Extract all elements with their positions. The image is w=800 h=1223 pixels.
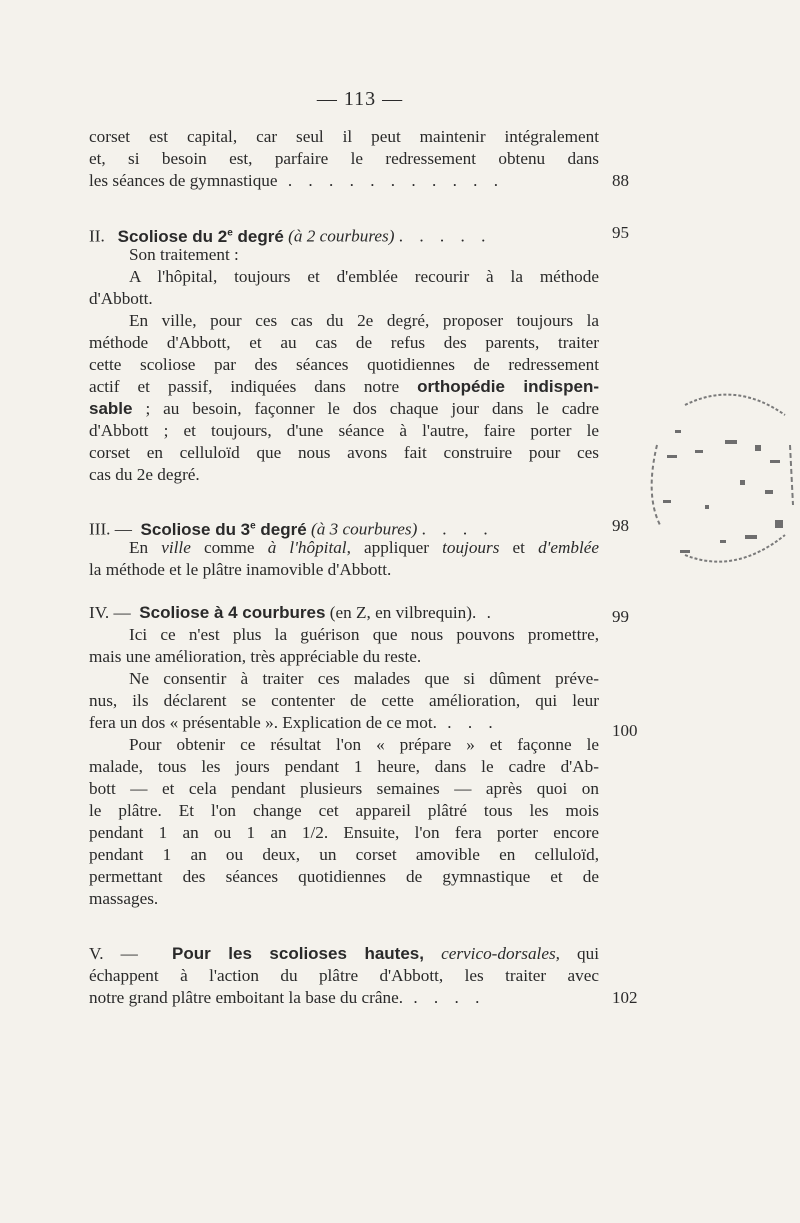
text-line	[89, 537, 599, 559]
text-line-label: les séances de gymnastique	[89, 171, 278, 190]
text-line-part: En	[129, 538, 162, 557]
text-line-part: qui	[559, 944, 600, 963]
section-title-text-b: degré	[255, 519, 307, 539]
page-number: — 113 —	[316, 88, 404, 110]
text-line-inner: Ici ce n'est plus la guérison que nous pouvons promettre,	[129, 625, 599, 644]
text-line	[89, 987, 599, 1009]
section-number: IV. —	[89, 603, 131, 622]
bold-term: orthopédie indispen-	[417, 377, 599, 396]
text-line	[89, 170, 599, 192]
section-2-heading	[89, 222, 599, 244]
paragraph-intro	[89, 126, 599, 192]
text-line: permettant des séances quotidiennes de gymnastique et de	[89, 867, 599, 886]
leader-dots: . . . .	[403, 988, 486, 1007]
section-subtitle: (à 2 courbures)	[288, 226, 395, 246]
section-number: II.	[89, 226, 105, 246]
text-line	[89, 734, 599, 756]
leader-dots: . . . . . . . . . . .	[277, 171, 505, 190]
text-line: malade, tous les jours pendant 1 heure, dans le cadre d'Ab-	[89, 757, 599, 776]
text-line-label: fera un dos « présentable ». Explication de ce mot.	[89, 713, 437, 732]
text-line: d'Abbott ; et toujours, d'une séance à l'autre, faire porter le	[89, 421, 599, 440]
text-line-inner: A l'hôpital, toujours et d'emblée recourir à la méthode	[129, 267, 599, 286]
text-line	[89, 712, 599, 734]
text-line-part: ; au besoin, façonner le dos chaque jour dans le cadre	[132, 399, 599, 418]
page-ref: 99	[612, 607, 629, 626]
italic-term: ville	[161, 538, 191, 557]
italic-term: d'emblée	[538, 538, 600, 557]
text-line-part: comme	[190, 538, 268, 557]
text-line-inner: En ville, pour ces cas du 2e degré, proposer toujours la	[129, 311, 599, 330]
title-superscript: e	[250, 520, 256, 531]
section-title	[141, 520, 307, 539]
text-line: nus, ils déclarent se contenter de cette amélioration, qui leur	[89, 691, 599, 710]
leader-dots: . . . .	[421, 519, 494, 539]
section-5-heading	[89, 943, 599, 965]
text-line-inner: Pour obtenir ce résultat l'on « prépare » et façonne le	[129, 735, 599, 754]
text-line: cas du 2e degré.	[89, 465, 200, 484]
section-2	[89, 222, 599, 486]
text-line: échappent à l'action du plâtre d'Abbott, les traiter avec	[89, 966, 599, 985]
text-line: d'Abbott.	[89, 289, 153, 308]
leader-dots: . . . . .	[398, 226, 492, 246]
text-line: Son traitement :	[129, 245, 239, 264]
text-line: bott — et cela pendant plusieurs semaines — après quoi on	[89, 779, 599, 798]
section-title	[118, 227, 284, 246]
text-line	[89, 266, 599, 288]
text-line	[89, 376, 599, 398]
page-ref: 100	[612, 721, 638, 740]
text-line-part: et	[499, 538, 539, 557]
section-number: III. —	[89, 519, 132, 539]
section-subtitle: (en Z, en vilbrequin).	[325, 603, 477, 622]
italic-term: toujours	[442, 538, 500, 557]
bold-term: sable	[89, 399, 133, 418]
text-line: méthode d'Abbott, et au cas de refus des parents, traiter	[89, 333, 599, 352]
section-4-heading	[89, 602, 599, 624]
text-line: le plâtre. Et l'on change cet appareil plâtré tous les mois	[89, 801, 599, 820]
page-ref: 95	[612, 223, 629, 242]
text-line: corset est capital, car seul il peut maintenir intégralement	[89, 127, 599, 146]
text-line: cette scoliose par des séances quotidiennes de redressement	[89, 355, 599, 374]
leader-dots: . . .	[436, 713, 499, 732]
text-line: massages.	[89, 889, 159, 908]
library-stamp-icon	[645, 385, 795, 575]
text-line: pendant 1 an ou deux, un corset amovible en celluloïd,	[89, 845, 599, 864]
text-line	[89, 310, 599, 332]
text-line: mais une amélioration, très appréciable du reste.	[89, 647, 422, 666]
text-line-inner: Ne consentir à traiter ces malades que si dûment préve-	[129, 669, 599, 688]
section-4	[89, 602, 599, 910]
page-ref: 102	[612, 988, 638, 1007]
text-line: la méthode et le plâtre inamovible d'Abbott.	[89, 560, 392, 579]
section-number: V. —	[89, 944, 138, 963]
section-title: Scoliose à 4 courbures	[139, 603, 326, 622]
section-subtitle: (à 3 courbures)	[311, 519, 418, 539]
text-line: et, si besoin est, parfaire le redressement obtenu dans	[89, 149, 599, 168]
text-line-part: , appliquer	[346, 538, 443, 557]
text-line-part: actif et passif, indiquées dans notre	[89, 377, 418, 396]
section-title: Pour les scolioses hautes,	[172, 944, 424, 963]
section-3-heading	[89, 515, 599, 537]
text-line	[89, 624, 599, 646]
text-line: pendant 1 an ou 1 an 1/2. Ensuite, l'on fera porter encore	[89, 823, 599, 842]
section-3	[89, 515, 599, 581]
page-ref: 98	[612, 516, 629, 535]
section-5	[89, 943, 599, 1009]
section-title-text: Scoliose du 3	[140, 519, 251, 539]
leader-dots: .	[476, 603, 497, 622]
text-line	[89, 398, 599, 420]
page-ref: 88	[612, 171, 629, 190]
section-title-text: Scoliose du 2	[117, 226, 228, 246]
text-line-label: notre grand plâtre emboitant la base du crâne.	[89, 988, 404, 1007]
title-superscript: e	[227, 227, 233, 238]
text-line: corset en celluloïd que nous avons fait construire pour ces	[89, 443, 599, 462]
section-subtitle: cervico-dorsales,	[441, 944, 560, 963]
italic-term: à l'hôpital	[267, 538, 347, 557]
text-line	[89, 668, 599, 690]
section-title-text-b: degré	[232, 226, 284, 246]
